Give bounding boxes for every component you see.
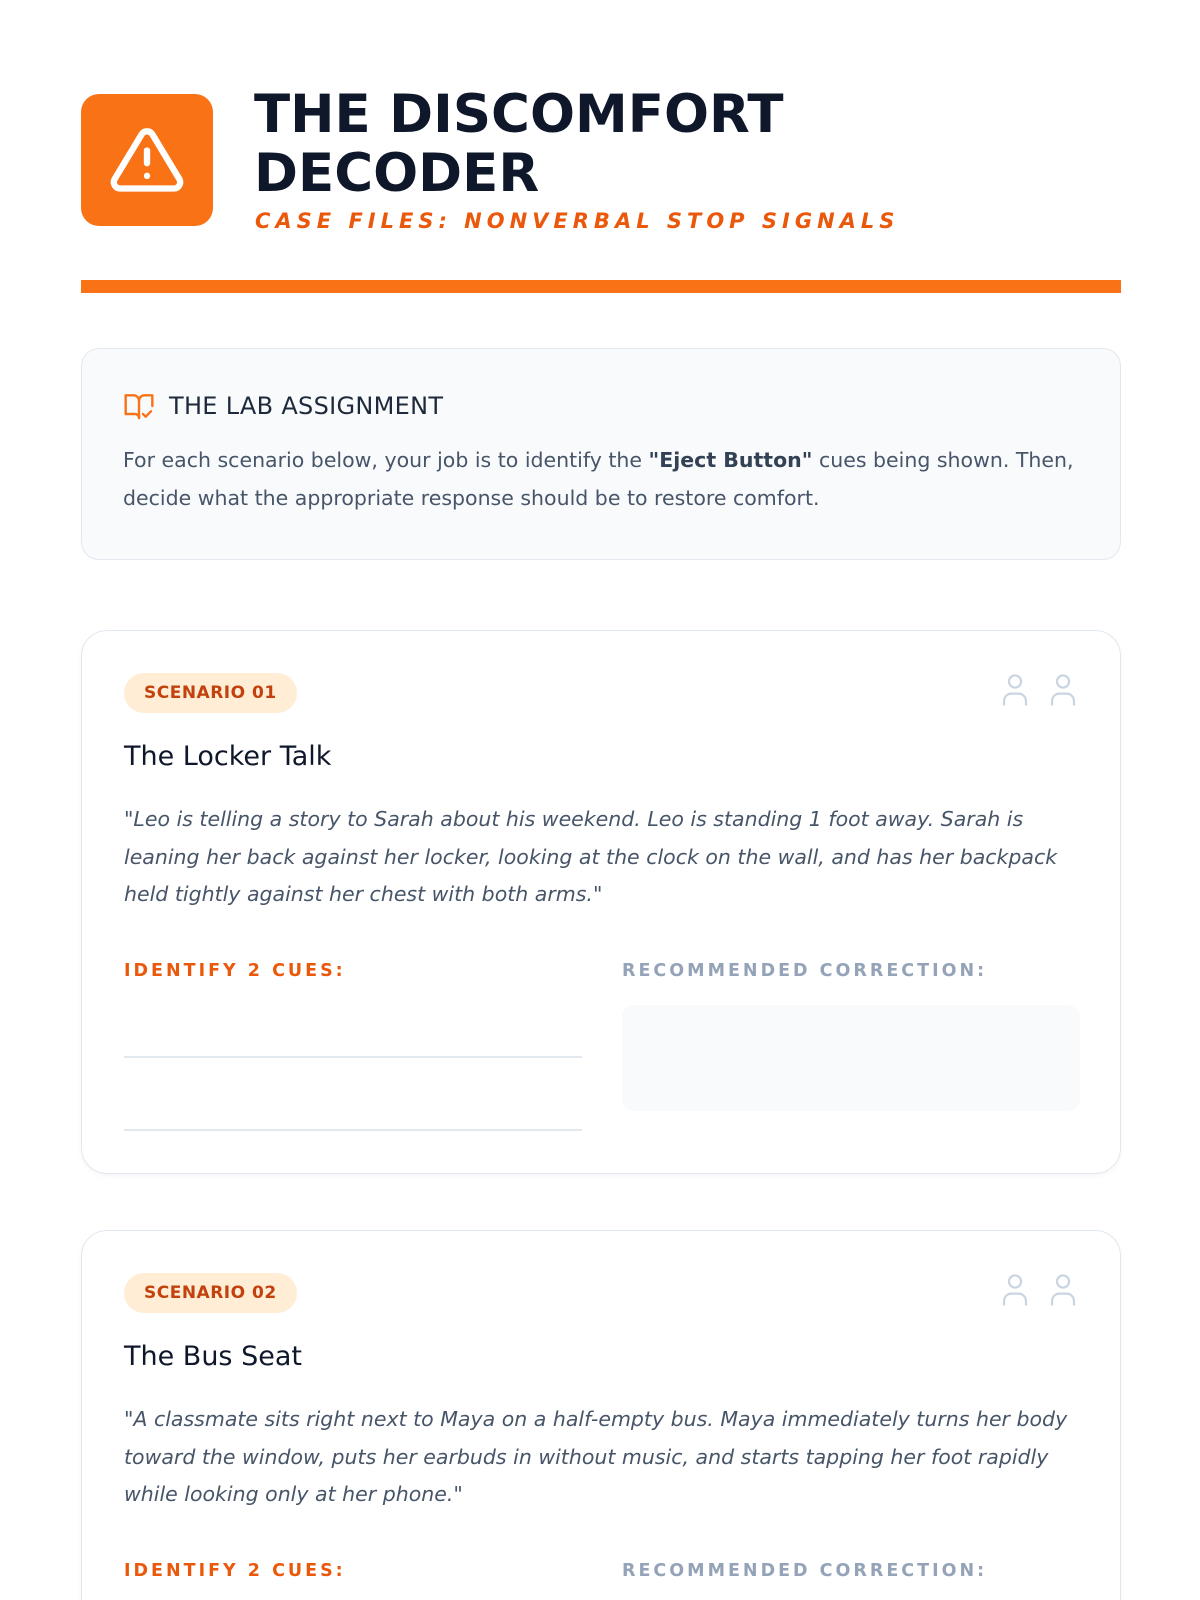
people-icons [1000, 673, 1078, 707]
eject-button-term: "Eject Button" [648, 448, 813, 472]
instructions-text-start: For each scenario below, your job is to identify the [123, 448, 649, 472]
scenario-badge: SCENARIO 01 [124, 673, 297, 713]
recommended-correction-label: RECOMMENDED CORRECTION: [622, 961, 988, 981]
page-title [254, 85, 784, 203]
identify-cues-label: IDENTIFY 2 CUES: [124, 1561, 346, 1581]
instructions-text-end: cues being shown. Then, decide what the appropriate response should be to restore comfort. [123, 448, 1074, 510]
book-check-icon [123, 390, 155, 422]
correction-answer-box[interactable] [622, 1005, 1080, 1111]
warning-triangle-icon [109, 122, 185, 198]
logo-badge [81, 94, 213, 226]
assignment-heading [123, 390, 443, 422]
scenario-description: "Leo is telling a story to Sarah about his weekend. Leo is standing 1 foot away. Sarah is leaning her back against her locker, looking at the clock on the wall, and has her backpack held tightly against her chest with both arms." [124, 807, 1058, 906]
person-icon [1048, 1273, 1078, 1307]
person-icon [1000, 673, 1030, 707]
page-subtitle: CASE FILES: NONVERBAL STOP SIGNALS [255, 209, 900, 233]
page-header [81, 84, 1121, 234]
person-icon [1048, 673, 1078, 707]
people-icons [1000, 1273, 1078, 1307]
scenario-card [81, 1230, 1121, 1600]
assignment-title: THE LAB ASSIGNMENT [169, 392, 444, 420]
title-line-1: THE DISCOMFORT [254, 84, 784, 145]
assignment-instructions [123, 441, 1083, 517]
cue-answer-line-2[interactable] [124, 1129, 582, 1131]
scenario-description: "A classmate sits right next to Maya on a half-empty bus. Maya immediately turns her body toward the window, puts her earbuds in without music, and starts tapping her foot rapidly while looking only at her phone." [124, 1407, 1068, 1506]
lab-assignment-box [81, 348, 1121, 560]
header-divider [81, 280, 1121, 293]
person-icon [1000, 1273, 1030, 1307]
scenario-title: The Locker Talk [124, 741, 332, 772]
recommended-correction-label: RECOMMENDED CORRECTION: [622, 1561, 988, 1581]
title-line-2: DECODER [254, 143, 540, 204]
scenario-card [81, 630, 1121, 1174]
scenario-title: The Bus Seat [124, 1341, 302, 1372]
identify-cues-label: IDENTIFY 2 CUES: [124, 961, 346, 981]
cue-answer-line-1[interactable] [124, 1056, 582, 1058]
scenario-badge: SCENARIO 02 [124, 1273, 297, 1313]
